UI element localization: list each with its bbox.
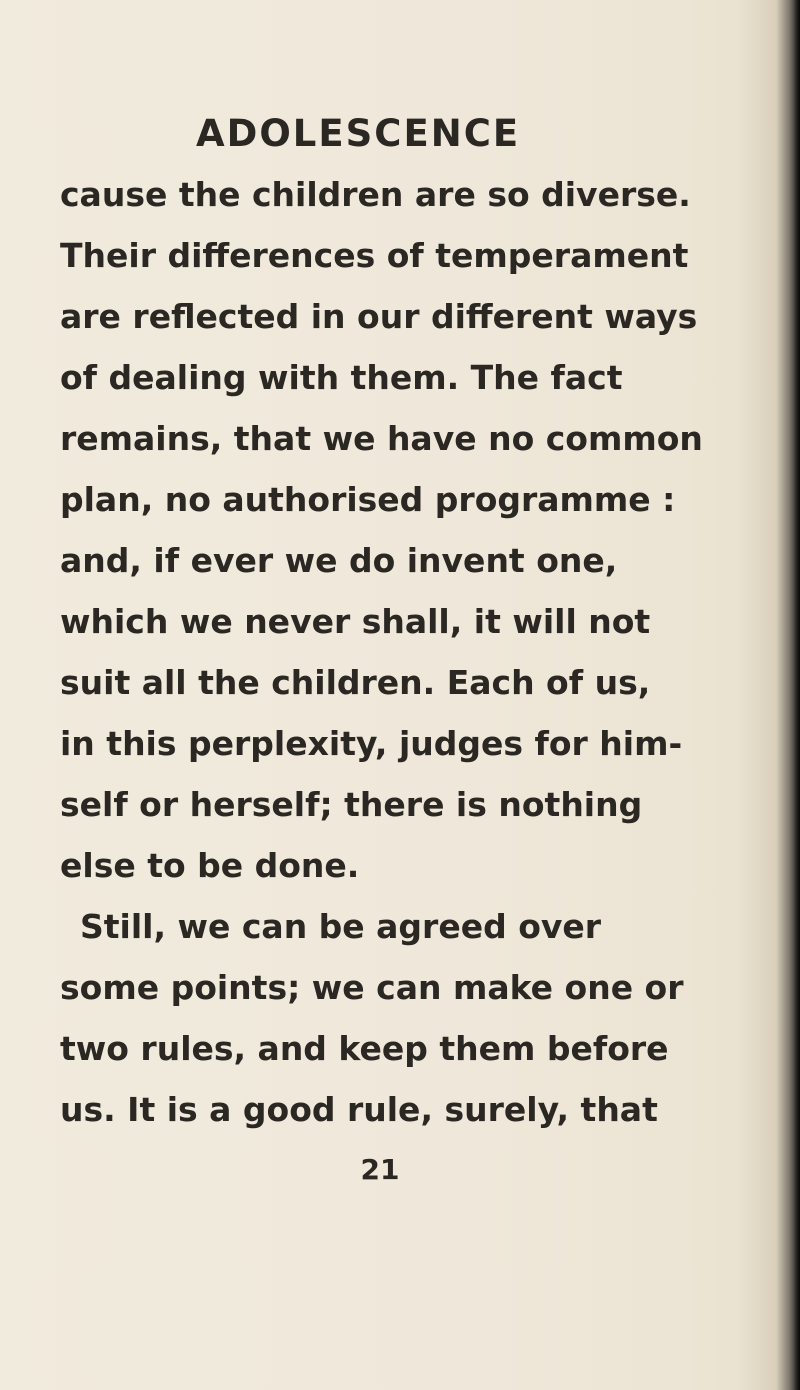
text-line: else to be done.: [60, 846, 360, 885]
text-line: suit all the children. Each of us,: [60, 663, 651, 702]
text-line: us. It is a good rule, surely, that: [60, 1090, 658, 1129]
text-line: which we never shall, it will not: [60, 602, 651, 641]
text-line: two rules, and keep them before: [60, 1029, 669, 1068]
text-line: and, if ever we do invent one,: [60, 541, 618, 580]
body-text: [60, 164, 703, 1140]
text-line: cause the children are so diverse.: [60, 175, 691, 214]
text-line: remains, that we have no common: [60, 419, 703, 458]
text-line: of dealing with them. The fact: [60, 358, 623, 397]
page-number: 21: [360, 1153, 400, 1186]
running-head: ADOLESCENCE: [196, 112, 521, 155]
paragraph-start-line: Still, we can be agreed over: [80, 907, 602, 946]
text-line: are reflected in our different ways: [60, 297, 698, 336]
text-line: Their differences of temperament: [60, 236, 689, 275]
text-line: in this perplexity, judges for him-: [60, 724, 683, 763]
text-line: self or herself; there is nothing: [60, 785, 643, 824]
text-line: some points; we can make one or: [60, 968, 684, 1007]
text-line: plan, no authorised programme :: [60, 480, 676, 519]
